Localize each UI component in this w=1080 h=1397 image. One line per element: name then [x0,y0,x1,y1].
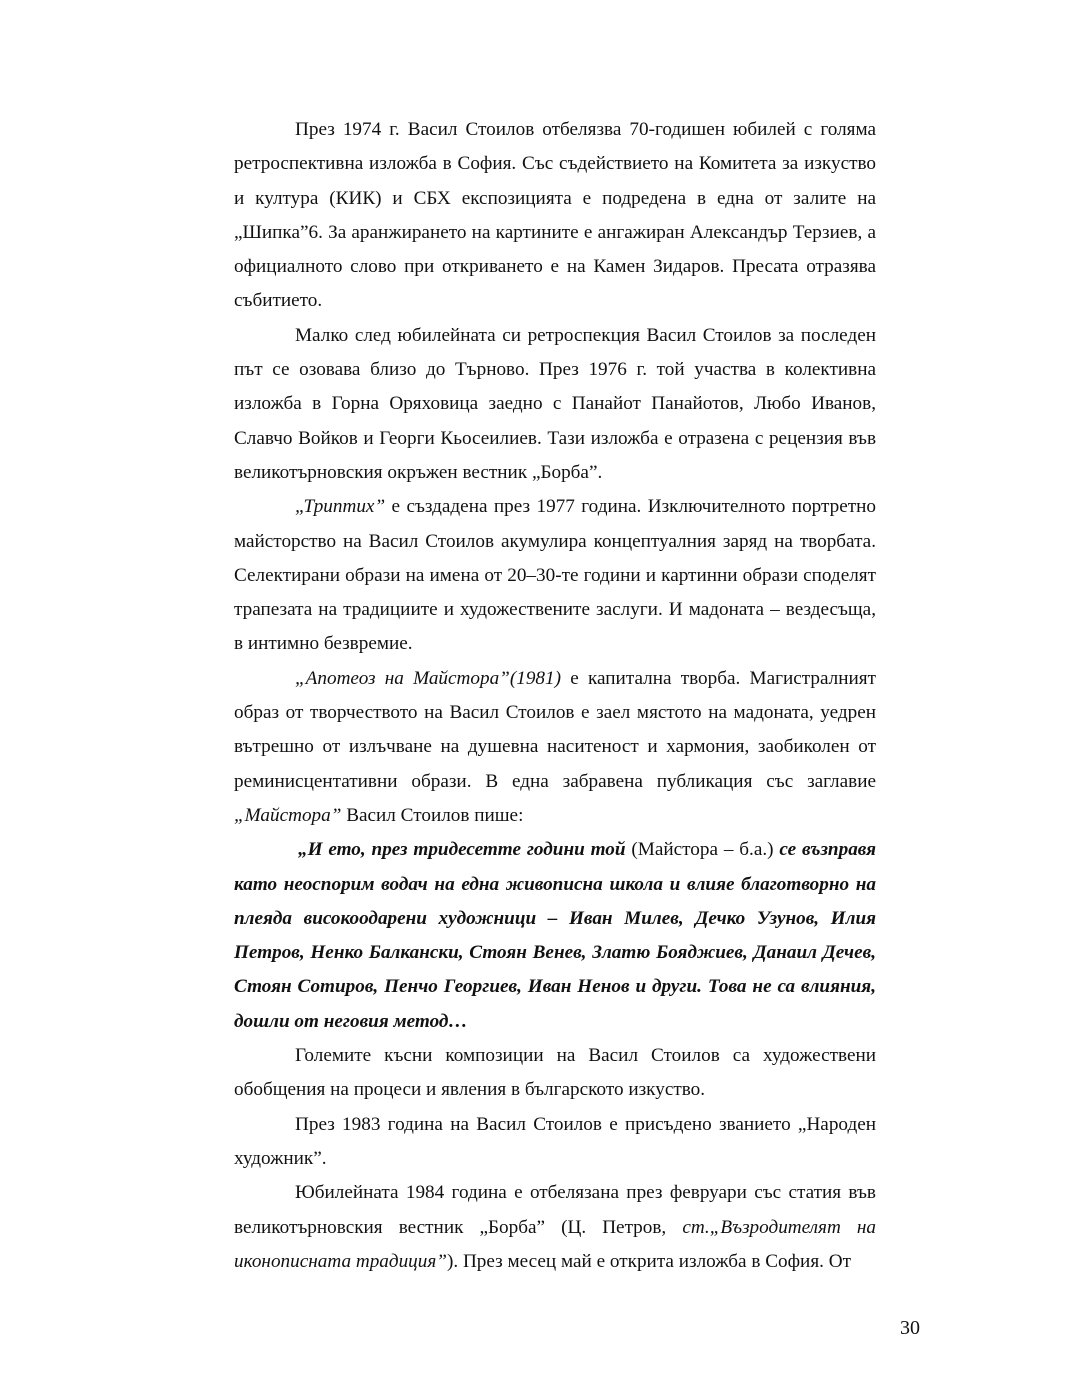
paragraph-triptych [234,490,876,661]
quotation-block [234,833,876,1039]
page-body [234,113,876,1279]
quote-note: (Майстора – б.а.) [625,839,780,861]
paragraph-1976-exhibition: Малко след юбилейната си ретроспекция Васил Стоилов за последен път се озовава близо до Търново. През 1976 г. той участва в колективна изложба в Горна Оряховица заедно с Панайот Панайотов, Любо Иванов, Славчо Войков и Георги Кьосеилиев. Тази изложба е отразена с рецензия във великотърновския окръжен вестник „Борба”. [234,324,876,483]
quote-rest: се възправя като неоспорим водач на една живописна школа и влияе благотворно на плеяда високоодарени художници – Иван Милев, Дечко Узунов, Илия Петров, Ненко Балкански, Стоян Венев, Златю Бояджиев, Данаил Дечев, Стоян Сотиров, Пенчо Георгиев, Иван Ненов и други. Това не са влияния, дошли от неговия метод… [234,839,876,1032]
paragraph-apotheosis [234,662,876,833]
paragraph-1984-text-a: Юбилейната 1984 година е отбелязана през февруари със статия във великотърновския вестник „Борба” (Ц. Петров, [234,1182,876,1238]
article-title: ст.„Възродителят на иконописната традиция” [234,1216,877,1272]
quote-lead: „И ето, през тридесетте години той [298,839,626,861]
paragraph-apotheosis-text-a: е капитална творба. Магистралният образ от творчеството на Васил Стоилов е заел мястото на мадоната, уедрен вътрешно от излъчване на душевна наситеност и хармония, заобиколен от реминисцентативни образи. В една забравена публикация със заглавие [234,667,876,792]
paragraph-1984-text-b: ). През месец май е открита изложба в София. От [446,1250,851,1272]
paragraph-1983-title: През 1983 година на Васил Стоилов е присъдено званието „Народен художник”. [234,1113,876,1169]
paragraph-apotheosis-text-b: Васил Стоилов пише: [341,804,524,826]
paragraph-triptych-text: е създадена през 1977 година. Изключителното портретно майсторство на Васил Стоилов акумулира концептуалния заряд на творбата. Селектирани образи на имена от 20–30-те години и картинни образи споделят трапезата на традициите и художествените заслуги. И мадоната – вездесъща, в интимно безвремие. [234,496,876,655]
artwork-title-triptych: „Триптих” [295,496,386,518]
page-number: 30 [900,1317,920,1339]
paragraph-1984-jubilee [234,1176,876,1279]
paragraph-late-compositions: Големите късни композиции на Васил Стоилов са художествени обобщения на процеси и явления в българското изкуство. [234,1045,876,1101]
artwork-title-apotheosis: „Апотеоз на Майстора”(1981) [295,667,561,689]
paragraph-1974-jubilee: През 1974 г. Васил Стоилов отбелязва 70-годишен юбилей с голяма ретроспективна изложба в София. Със съдействието на Комитета за изкуство и култура (КИК) и СБХ експозицията е подредена в една от залите на „Шипка”6. За аранжирането на картините е ангажиран Александър Терзиев, а официалното слово при откриването е на Камен Зидаров. Пресата отразява събитието. [234,119,876,312]
publication-title-maistora: „Майстора” [234,804,342,826]
